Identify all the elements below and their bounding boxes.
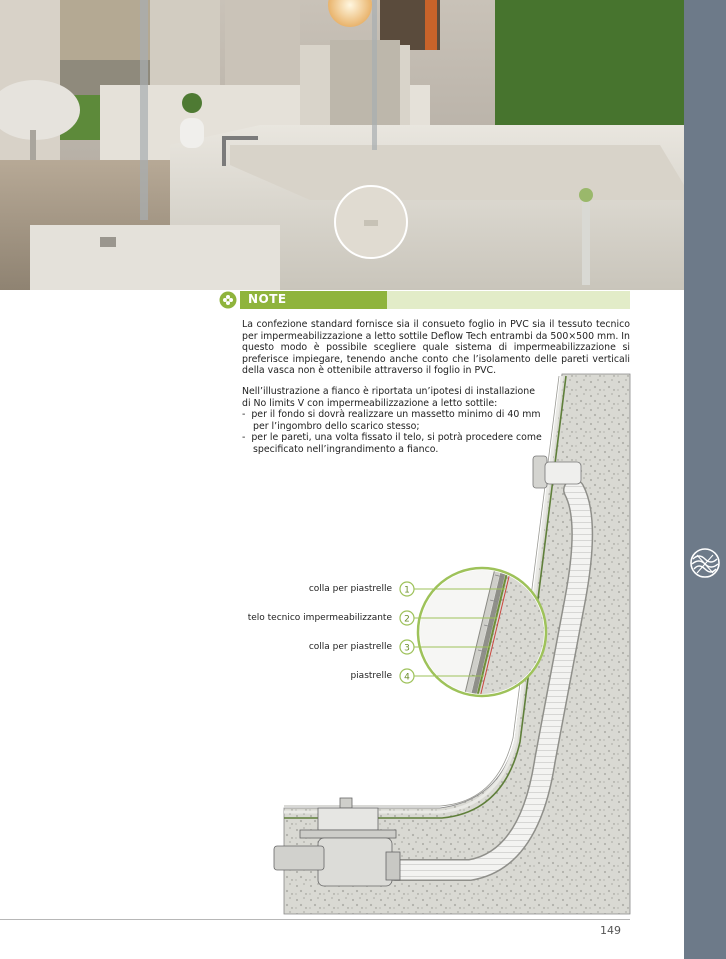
footer-rule xyxy=(0,919,630,920)
note-bullet-2: - per le pareti, una volta fissato il telo, si potrà procedere come specificato nell’ingrandimento a fianco. xyxy=(242,432,542,455)
callout-number-1: 1 xyxy=(404,585,410,596)
note-header-accent xyxy=(240,291,387,309)
note-title: NOTE xyxy=(248,292,287,306)
callout-number-2: 2 xyxy=(404,614,410,625)
note-paragraph-2-intro: Nell’illustrazione a fianco è riportata un’ipotesi di installazione di No limits V con impermeabilizzazione a letto sottile: xyxy=(242,386,535,409)
callout-label-1: colla per piastrelle xyxy=(308,584,392,594)
callout-label-3: colla per piastrelle xyxy=(308,642,392,652)
sidebar-band xyxy=(684,0,726,959)
leaf-flower-icon xyxy=(219,291,237,309)
note-paragraph-1 xyxy=(242,319,630,377)
wave-logo-icon xyxy=(689,547,721,579)
callout-label-4: piastrelle xyxy=(350,671,392,681)
bathroom-photo xyxy=(0,0,684,290)
callout-number-4: 4 xyxy=(404,672,410,683)
note-header xyxy=(240,291,630,309)
note-paragraph-1-text: La confezione standard fornisce sia il consueto foglio in PVC sia il tessuto tecnico per impermeabilizzazione a letto sottile Deflow Tech entrambi da 500×500 mm. In questo modo è possibile scegliere quale sistema di impermeabilizzazione si preferisce impiegare, tenendo anche conto che l’isolamento delle pareti verticali della vasca non è ottenibile attraverso il foglio in PVC. xyxy=(242,319,630,377)
note-bullet-1: - per il fondo si dovrà realizzare un massetto minimo di 40 mm per l’ingombro dello scarico stesso; xyxy=(242,409,541,432)
note-bullet-1-text: per il fondo si dovrà realizzare un massetto minimo di 40 mm per l’ingombro dello scarico stesso; xyxy=(251,409,541,432)
note-bullet-2-text: per le pareti, una volta fissato il telo, si potrà procedere come specificato nell’ingrandimento a fianco. xyxy=(251,432,542,455)
callout-label-2: telo tecnico impermeabilizzante xyxy=(247,613,392,623)
callout-number-3: 3 xyxy=(404,643,410,654)
page-number: 149 xyxy=(600,924,621,937)
